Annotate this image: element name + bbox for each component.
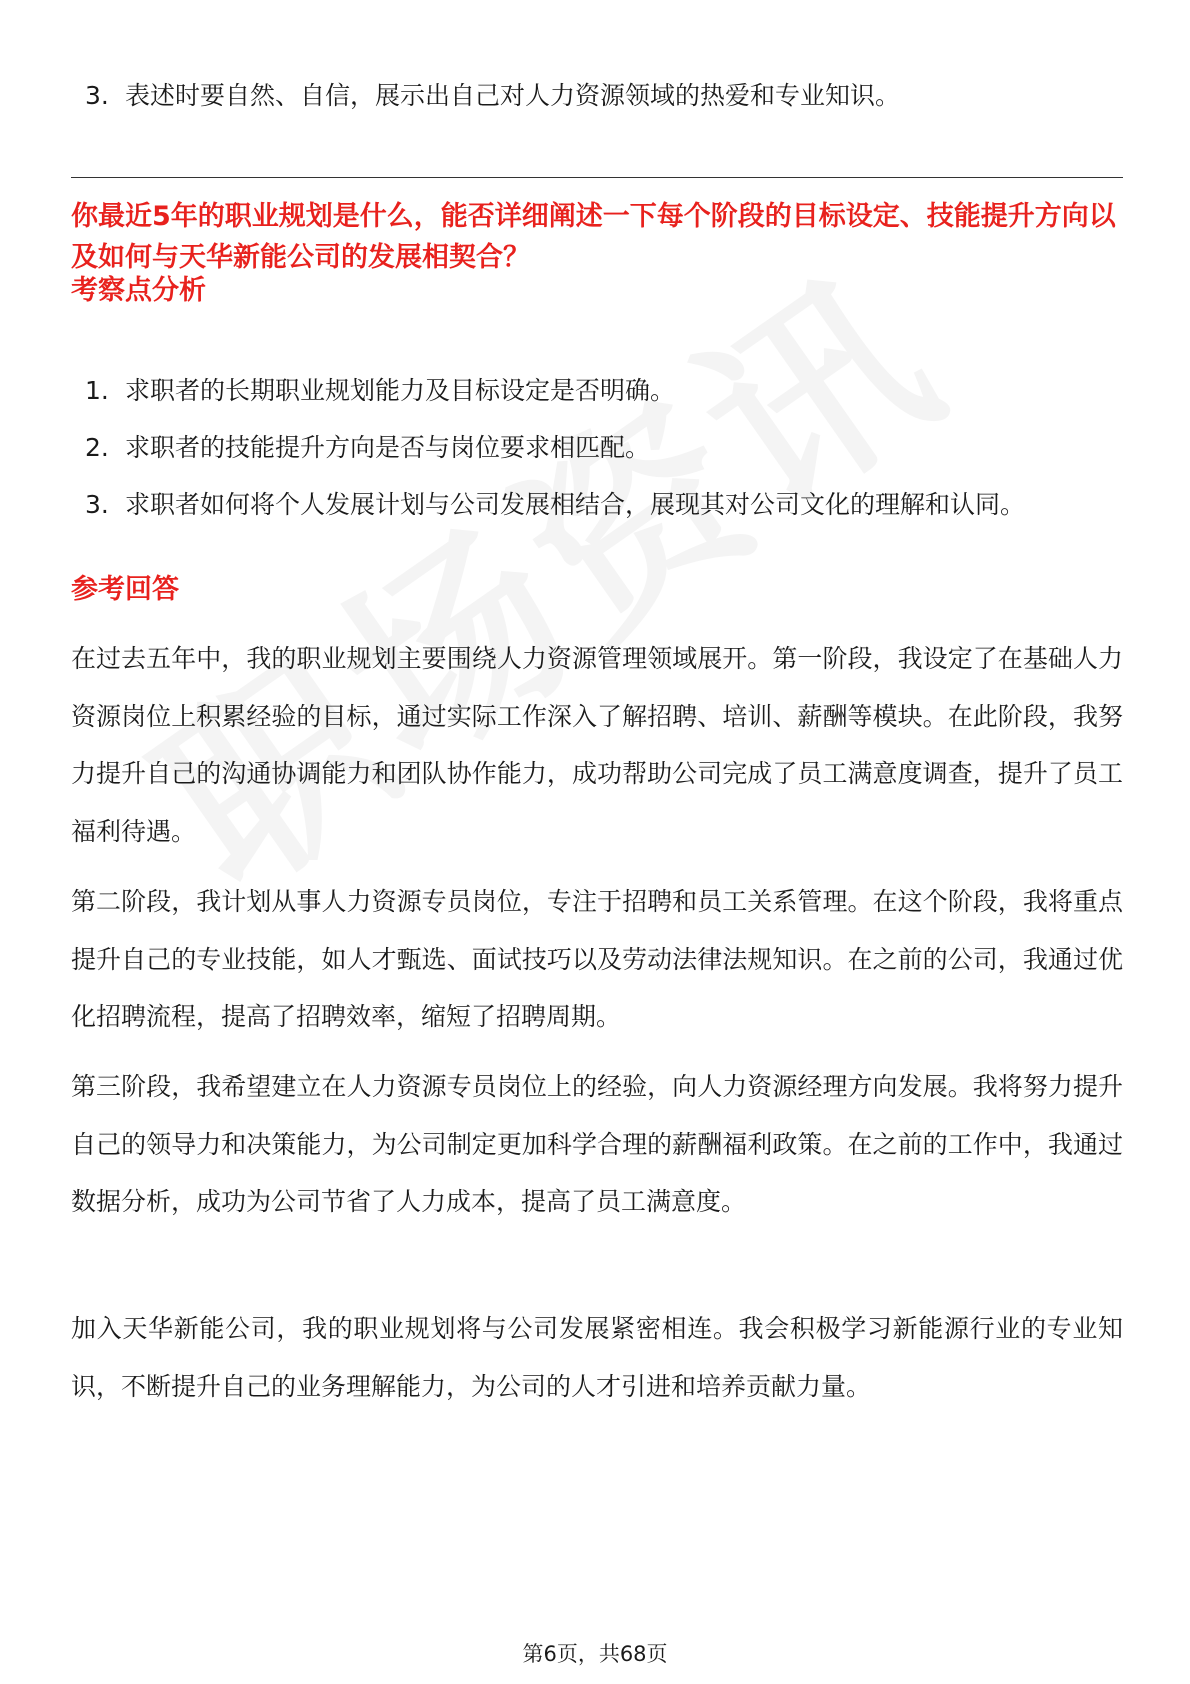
answer-paragraph bbox=[71, 1300, 1123, 1415]
list-text: 求职者的技能提升方向是否与岗位要求相匹配。 bbox=[125, 433, 651, 462]
answer-paragraph bbox=[71, 630, 1123, 860]
paragraph-text: 第二阶段，我计划从事人力资源专员岗位，专注于招聘和员工关系管理。在这个阶段，我将重点提升自己的专业技能，如人才甄选、面试技巧以及劳动法律法规知识。在之前的公司，我通过优化招聘流程，提高了招聘效率，缩短了招聘周期。 bbox=[71, 887, 1123, 1031]
list-item bbox=[85, 72, 1115, 120]
list-text: 表述时要自然、自信，展示出自己对人力资源领域的热爱和专业知识。 bbox=[125, 81, 901, 110]
list-number: 1. bbox=[85, 376, 109, 405]
answer-paragraph bbox=[71, 873, 1123, 1046]
paragraph-text: 第三阶段，我希望建立在人力资源专员岗位上的经验，向人力资源经理方向发展。我将努力提升自己的领导力和决策能力，为公司制定更加科学合理的薪酬福利政策。在之前的工作中，我通过数据分析，成功为公司节省了人力成本，提高了员工满意度。 bbox=[71, 1072, 1123, 1216]
list-number: 3. bbox=[85, 490, 109, 519]
analysis-heading: 考察点分析 bbox=[71, 275, 206, 306]
paragraph-text: 加入天华新能公司，我的职业规划将与公司发展紧密相连。我会积极学习新能源行业的专业知识，不断提升自己的业务理解能力，为公司的人才引进和培养贡献力量。 bbox=[71, 1314, 1123, 1401]
answer-paragraph bbox=[71, 1058, 1123, 1231]
analysis-list bbox=[85, 362, 1125, 533]
list-text: 求职者的长期职业规划能力及目标设定是否明确。 bbox=[125, 376, 676, 405]
list-text: 求职者如何将个人发展计划与公司发展相结合，展现其对公司文化的理解和认同。 bbox=[125, 490, 1026, 519]
list-number: 2. bbox=[85, 433, 109, 462]
list-item bbox=[85, 419, 1125, 476]
list-item bbox=[85, 476, 1125, 533]
page-footer: 第6页，共68页 bbox=[522, 1642, 668, 1666]
answer-heading: 参考回答 bbox=[71, 574, 179, 605]
question-heading: 你最近5年的职业规划是什么，能否详细阐述一下每个阶段的目标设定、技能提升方向以及如何与天华新能公司的发展相契合？ bbox=[71, 201, 1116, 273]
list-item bbox=[85, 362, 1125, 419]
paragraph-text: 在过去五年中，我的职业规划主要围绕人力资源管理领域展开。第一阶段，我设定了在基础人力资源岗位上积累经验的目标，通过实际工作深入了解招聘、培训、薪酬等模块。在此阶段，我努力提升自己的沟通协调能力和团队协作能力，成功帮助公司完成了员工满意度调查，提升了员工福利待遇。 bbox=[71, 644, 1123, 846]
divider bbox=[71, 177, 1123, 178]
list-number: 3. bbox=[85, 81, 109, 110]
